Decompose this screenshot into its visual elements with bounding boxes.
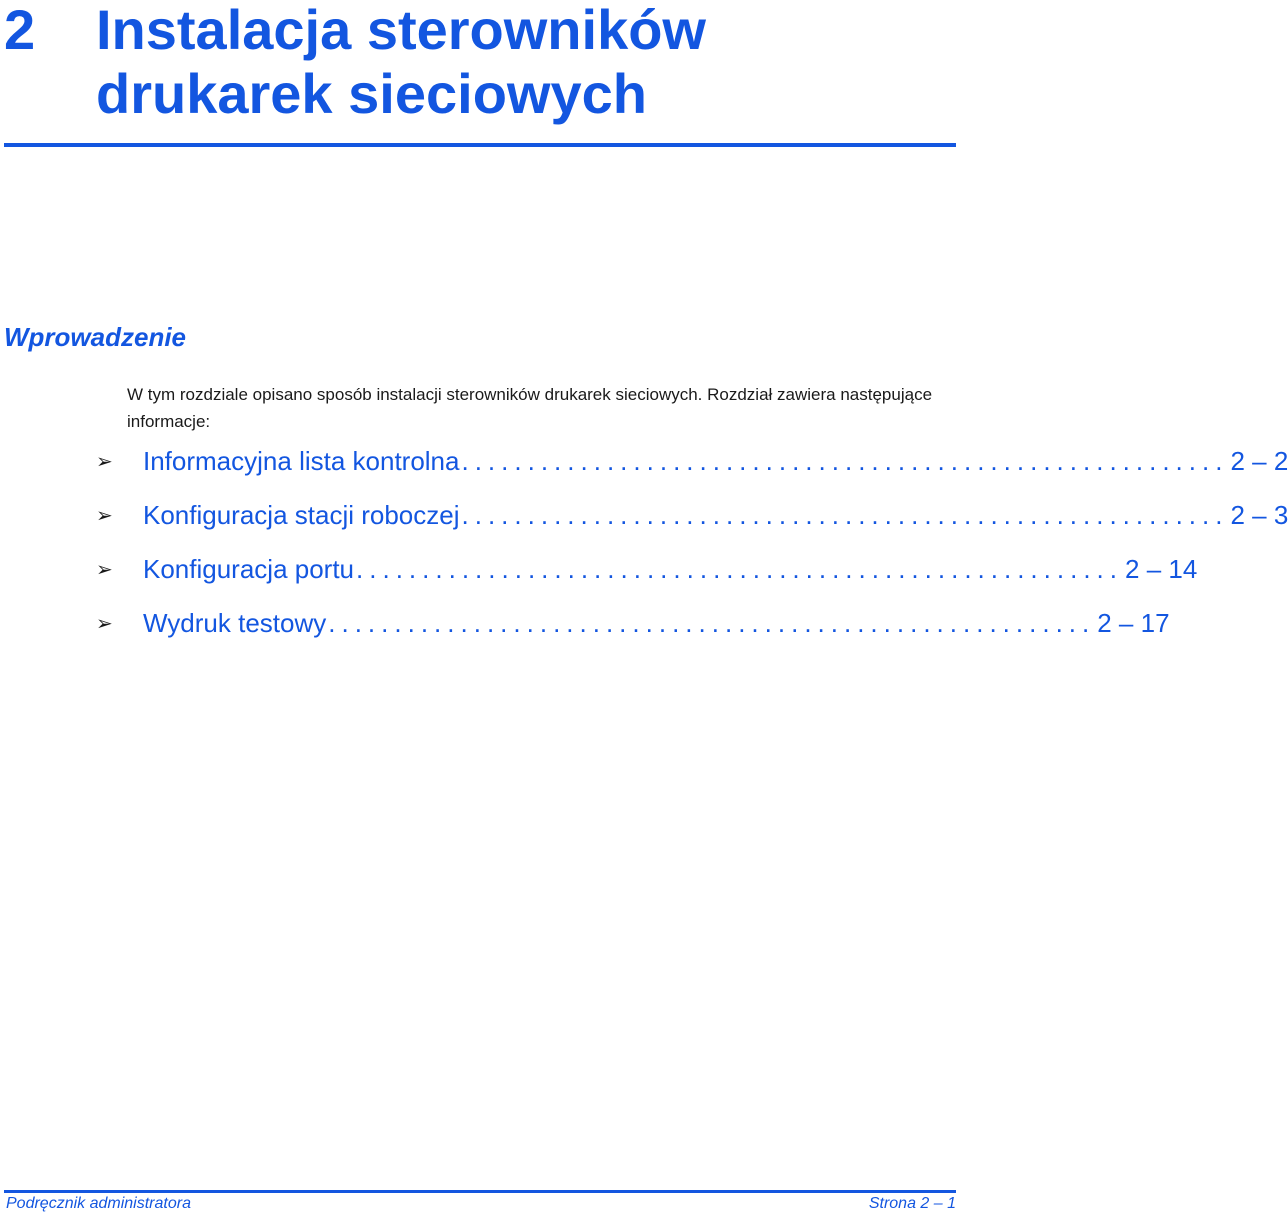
footer-document-title: Podręcznik administratora [6,1195,191,1212]
toc-leader: .......................................................... [356,554,1124,584]
arrow-bullet-icon: ➢ [96,559,113,581]
section-heading: Wprowadzenie [4,322,187,352]
intro-paragraph: W tym rozdziale opisano sposób instalacji sterowników drukarek sieciowych. Rozdział zawiera następujące informacje: [127,385,933,431]
arrow-bullet-icon: ➢ [96,505,113,527]
toc-item-label[interactable]: Konfiguracja portu [143,554,355,584]
title-divider [4,143,956,147]
toc-item[interactable] [96,500,1288,554]
toc-item[interactable] [96,446,1288,500]
toc-leader: .......................................................... [461,446,1229,476]
toc-item[interactable] [96,608,1170,662]
chapter-title: Instalacja sterowników drukarek sieciowych [96,0,706,125]
chapter-number: 2 [4,0,36,61]
footer-divider [4,1190,956,1193]
table-of-contents [96,446,1288,662]
arrow-bullet-icon: ➢ [96,451,113,473]
footer-page-number: Strona 2 – 1 [868,1195,956,1212]
toc-item-page[interactable]: 2 – 2 [1230,446,1288,476]
toc-item-label[interactable]: Informacyjna lista kontrolna [143,446,460,476]
toc-item-label[interactable]: Konfiguracja stacji roboczej [143,500,460,530]
toc-item-page[interactable]: 2 – 14 [1125,554,1198,584]
toc-leader: .......................................................... [461,500,1229,530]
toc-item-page[interactable]: 2 – 3 [1230,500,1288,530]
toc-leader: .......................................................... [328,608,1096,638]
arrow-bullet-icon: ➢ [96,613,113,635]
toc-item-page[interactable]: 2 – 17 [1097,608,1170,638]
toc-item[interactable] [96,554,1198,608]
toc-item-label[interactable]: Wydruk testowy [143,608,327,638]
